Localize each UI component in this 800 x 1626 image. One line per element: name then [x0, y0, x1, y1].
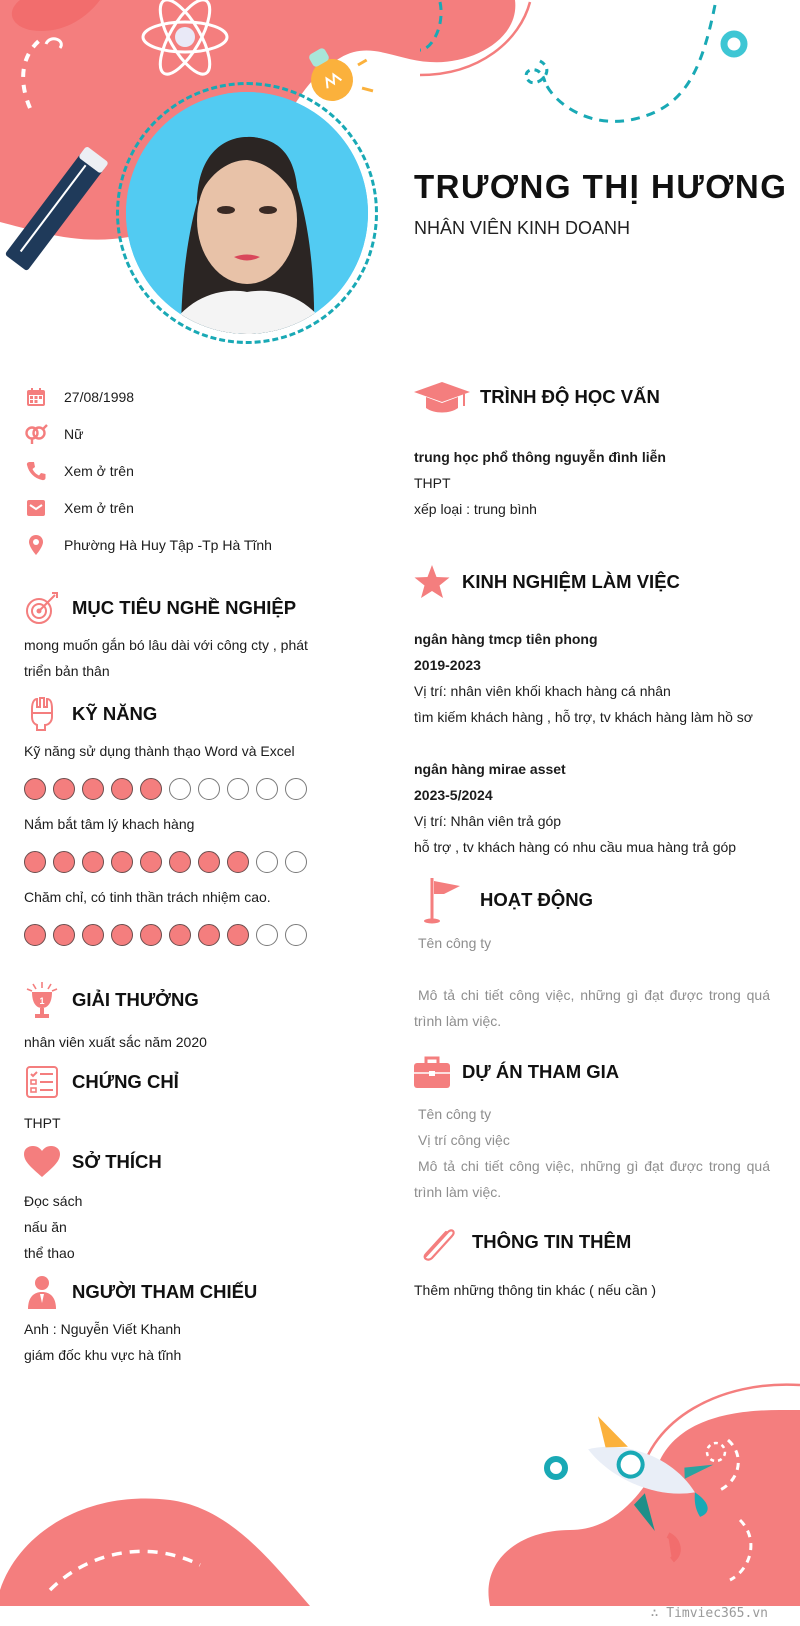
rating-dot-filled	[227, 924, 249, 946]
certificates-title: CHỨNG CHỈ	[72, 1071, 179, 1092]
birthday-value: 27/08/1998	[64, 389, 135, 405]
flag-icon	[414, 876, 470, 924]
graduation-cap-icon	[414, 380, 470, 414]
project-company: Tên công ty	[418, 1106, 492, 1122]
certificate-item: THPT	[24, 1115, 61, 1131]
rating-dot-filled	[198, 924, 220, 946]
activities-title: HOẠT ĐỘNG	[480, 889, 594, 910]
work-period: 2023-5/2024	[414, 787, 493, 803]
projects-entry	[414, 1101, 770, 1205]
rating-dot-filled	[82, 924, 104, 946]
skills-title: KỸ NĂNG	[72, 703, 158, 724]
rating-dot-empty	[256, 851, 278, 873]
heart-icon	[24, 1146, 60, 1178]
hobbies-list	[24, 1188, 82, 1266]
hobbies-heading	[24, 1142, 162, 1182]
rating-dot-filled	[140, 924, 162, 946]
objective-text	[24, 632, 364, 684]
phone-value: Xem ở trên	[64, 463, 134, 479]
experience-title: KINH NGHIỆM LÀM VIỆC	[462, 571, 680, 592]
school-name: trung học phổ thông nguyễn đình liễn	[414, 449, 666, 465]
references-title: NGƯỜI THAM CHIẾU	[72, 1281, 258, 1302]
contact-email	[24, 495, 354, 521]
company-name: ngân hàng mirae asset	[414, 761, 566, 777]
list-item: thể thao	[24, 1245, 75, 1261]
additional-heading	[414, 1220, 631, 1264]
checklist-icon	[24, 1066, 60, 1098]
candidate-title: NHÂN VIÊN KINH DOANH	[414, 218, 631, 238]
star-icon	[414, 565, 450, 599]
projects-title: DỰ ÁN THAM GIA	[462, 1061, 620, 1082]
project-position: Vị trí công việc	[418, 1132, 510, 1148]
objective-title: MỤC TIÊU NGHỀ NGHIỆP	[72, 597, 297, 618]
calendar-icon	[24, 385, 48, 409]
additional-text: Thêm những thông tin khác ( nếu cần )	[414, 1282, 657, 1298]
grade: xếp loại : trung bình	[414, 501, 537, 517]
rating-dot-empty	[169, 778, 191, 800]
address-value: Phường Hà Huy Tập -Tp Hà Tĩnh	[64, 537, 272, 553]
experience-entry	[414, 756, 736, 860]
objective-line: mong muốn gắn bó lâu dài với công cty , phát	[24, 637, 308, 653]
education-title: TRÌNH ĐỘ HỌC VẤN	[480, 386, 660, 407]
activities-entry	[414, 930, 770, 1034]
avatar	[126, 92, 368, 334]
activity-description: trình làm việc.	[414, 1013, 502, 1029]
education-heading	[414, 377, 660, 417]
certificates-heading	[24, 1062, 179, 1102]
rating-dot-filled	[140, 851, 162, 873]
rating-dot-filled	[111, 924, 133, 946]
objective-heading	[24, 588, 296, 628]
rating-dot-filled	[24, 851, 46, 873]
target-icon	[24, 591, 60, 625]
briefcase-icon	[414, 1056, 450, 1088]
rating-dot-filled	[140, 778, 162, 800]
skill-rating	[24, 924, 307, 946]
degree: THPT	[414, 475, 451, 491]
raised-fist-icon	[24, 697, 60, 731]
contact-phone	[24, 458, 354, 484]
svg-text:1: 1	[39, 996, 45, 1006]
rating-dot-empty	[256, 924, 278, 946]
rating-dot-filled	[82, 851, 104, 873]
skill-label: Chăm chỉ, có tinh thần trách nhiệm cao.	[24, 889, 271, 905]
additional-title: THÔNG TIN THÊM	[472, 1231, 632, 1252]
project-description: trình làm việc.	[414, 1184, 502, 1200]
rating-dot-filled	[53, 924, 75, 946]
email-icon	[24, 496, 48, 520]
contact-birthday	[24, 384, 354, 410]
location-pin-icon	[24, 533, 48, 557]
list-item: nấu ăn	[24, 1219, 67, 1235]
projects-heading	[414, 1052, 619, 1092]
education-entry	[414, 444, 666, 522]
objective-line: triển bản thân	[24, 663, 110, 679]
rating-dot-empty	[285, 851, 307, 873]
work-description: hỗ trợ , tv khách hàng có nhu cầu mua hàng trả góp	[414, 839, 737, 855]
work-position: Vị trí: nhân viên khối khach hàng cá nhân	[414, 683, 671, 699]
company-name: ngân hàng tmcp tiên phong	[414, 631, 598, 647]
activity-company: Tên công ty	[418, 935, 492, 951]
activities-heading	[414, 876, 593, 924]
skill-rating	[24, 778, 307, 800]
work-description: tìm kiếm khách hàng , hỗ trợ, tv khách hàng làm hồ sơ	[414, 709, 753, 725]
rating-dot-filled	[24, 924, 46, 946]
gender-icon	[24, 422, 48, 446]
rating-dot-filled	[198, 851, 220, 873]
rating-dot-empty	[227, 778, 249, 800]
award-item: nhân viên xuất sắc năm 2020	[24, 1034, 207, 1050]
work-position: Vị trí: Nhân viên trả góp	[414, 813, 562, 829]
rating-dot-filled	[53, 778, 75, 800]
experience-heading	[414, 562, 680, 602]
skill-label: Nắm bắt tâm lý khach hàng	[24, 816, 195, 832]
project-description: Mô tả chi tiết công việc, những gì đạt được trong quá	[418, 1158, 770, 1174]
skill-label: Kỹ năng sử dụng thành thạo Word và Excel	[24, 743, 295, 759]
list-item: Đọc sách	[24, 1193, 83, 1209]
rating-dot-empty	[198, 778, 220, 800]
work-period: 2019-2023	[414, 657, 481, 673]
experience-entry	[414, 626, 753, 730]
awards-title: GIẢI THƯỞNG	[72, 989, 199, 1010]
skill-rating	[24, 851, 307, 873]
gender-value: Nữ	[64, 426, 84, 442]
trophy-icon	[24, 980, 60, 1020]
person-icon	[24, 1275, 60, 1309]
email-value: Xem ở trên	[64, 500, 134, 516]
footer-decoration	[0, 1380, 800, 1606]
rating-dot-filled	[227, 851, 249, 873]
reference-line: Anh : Nguyễn Viết Khanh	[24, 1321, 181, 1337]
paperclip-icon	[414, 1222, 462, 1262]
references-heading	[24, 1272, 257, 1312]
rating-dot-empty	[285, 924, 307, 946]
reference-text	[24, 1316, 181, 1368]
rating-dot-filled	[111, 851, 133, 873]
rating-dot-empty	[285, 778, 307, 800]
rating-dot-filled	[24, 778, 46, 800]
rating-dot-empty	[256, 778, 278, 800]
awards-heading	[24, 980, 199, 1020]
rating-dot-filled	[82, 778, 104, 800]
watermark: ∴ Timviec365.vn	[650, 1606, 768, 1621]
phone-icon	[24, 459, 48, 483]
rating-dot-filled	[111, 778, 133, 800]
rating-dot-filled	[169, 924, 191, 946]
activity-description: Mô tả chi tiết công việc, những gì đạt được trong quá	[418, 987, 770, 1003]
rating-dot-filled	[53, 851, 75, 873]
reference-line: giám đốc khu vực hà tĩnh	[24, 1347, 182, 1363]
rating-dot-filled	[169, 851, 191, 873]
skills-heading	[24, 694, 157, 734]
hobbies-title: SỞ THÍCH	[72, 1151, 162, 1172]
contact-address	[24, 532, 354, 558]
candidate-name: TRƯƠNG THỊ HƯƠNG	[414, 168, 788, 205]
contact-gender	[24, 421, 354, 447]
